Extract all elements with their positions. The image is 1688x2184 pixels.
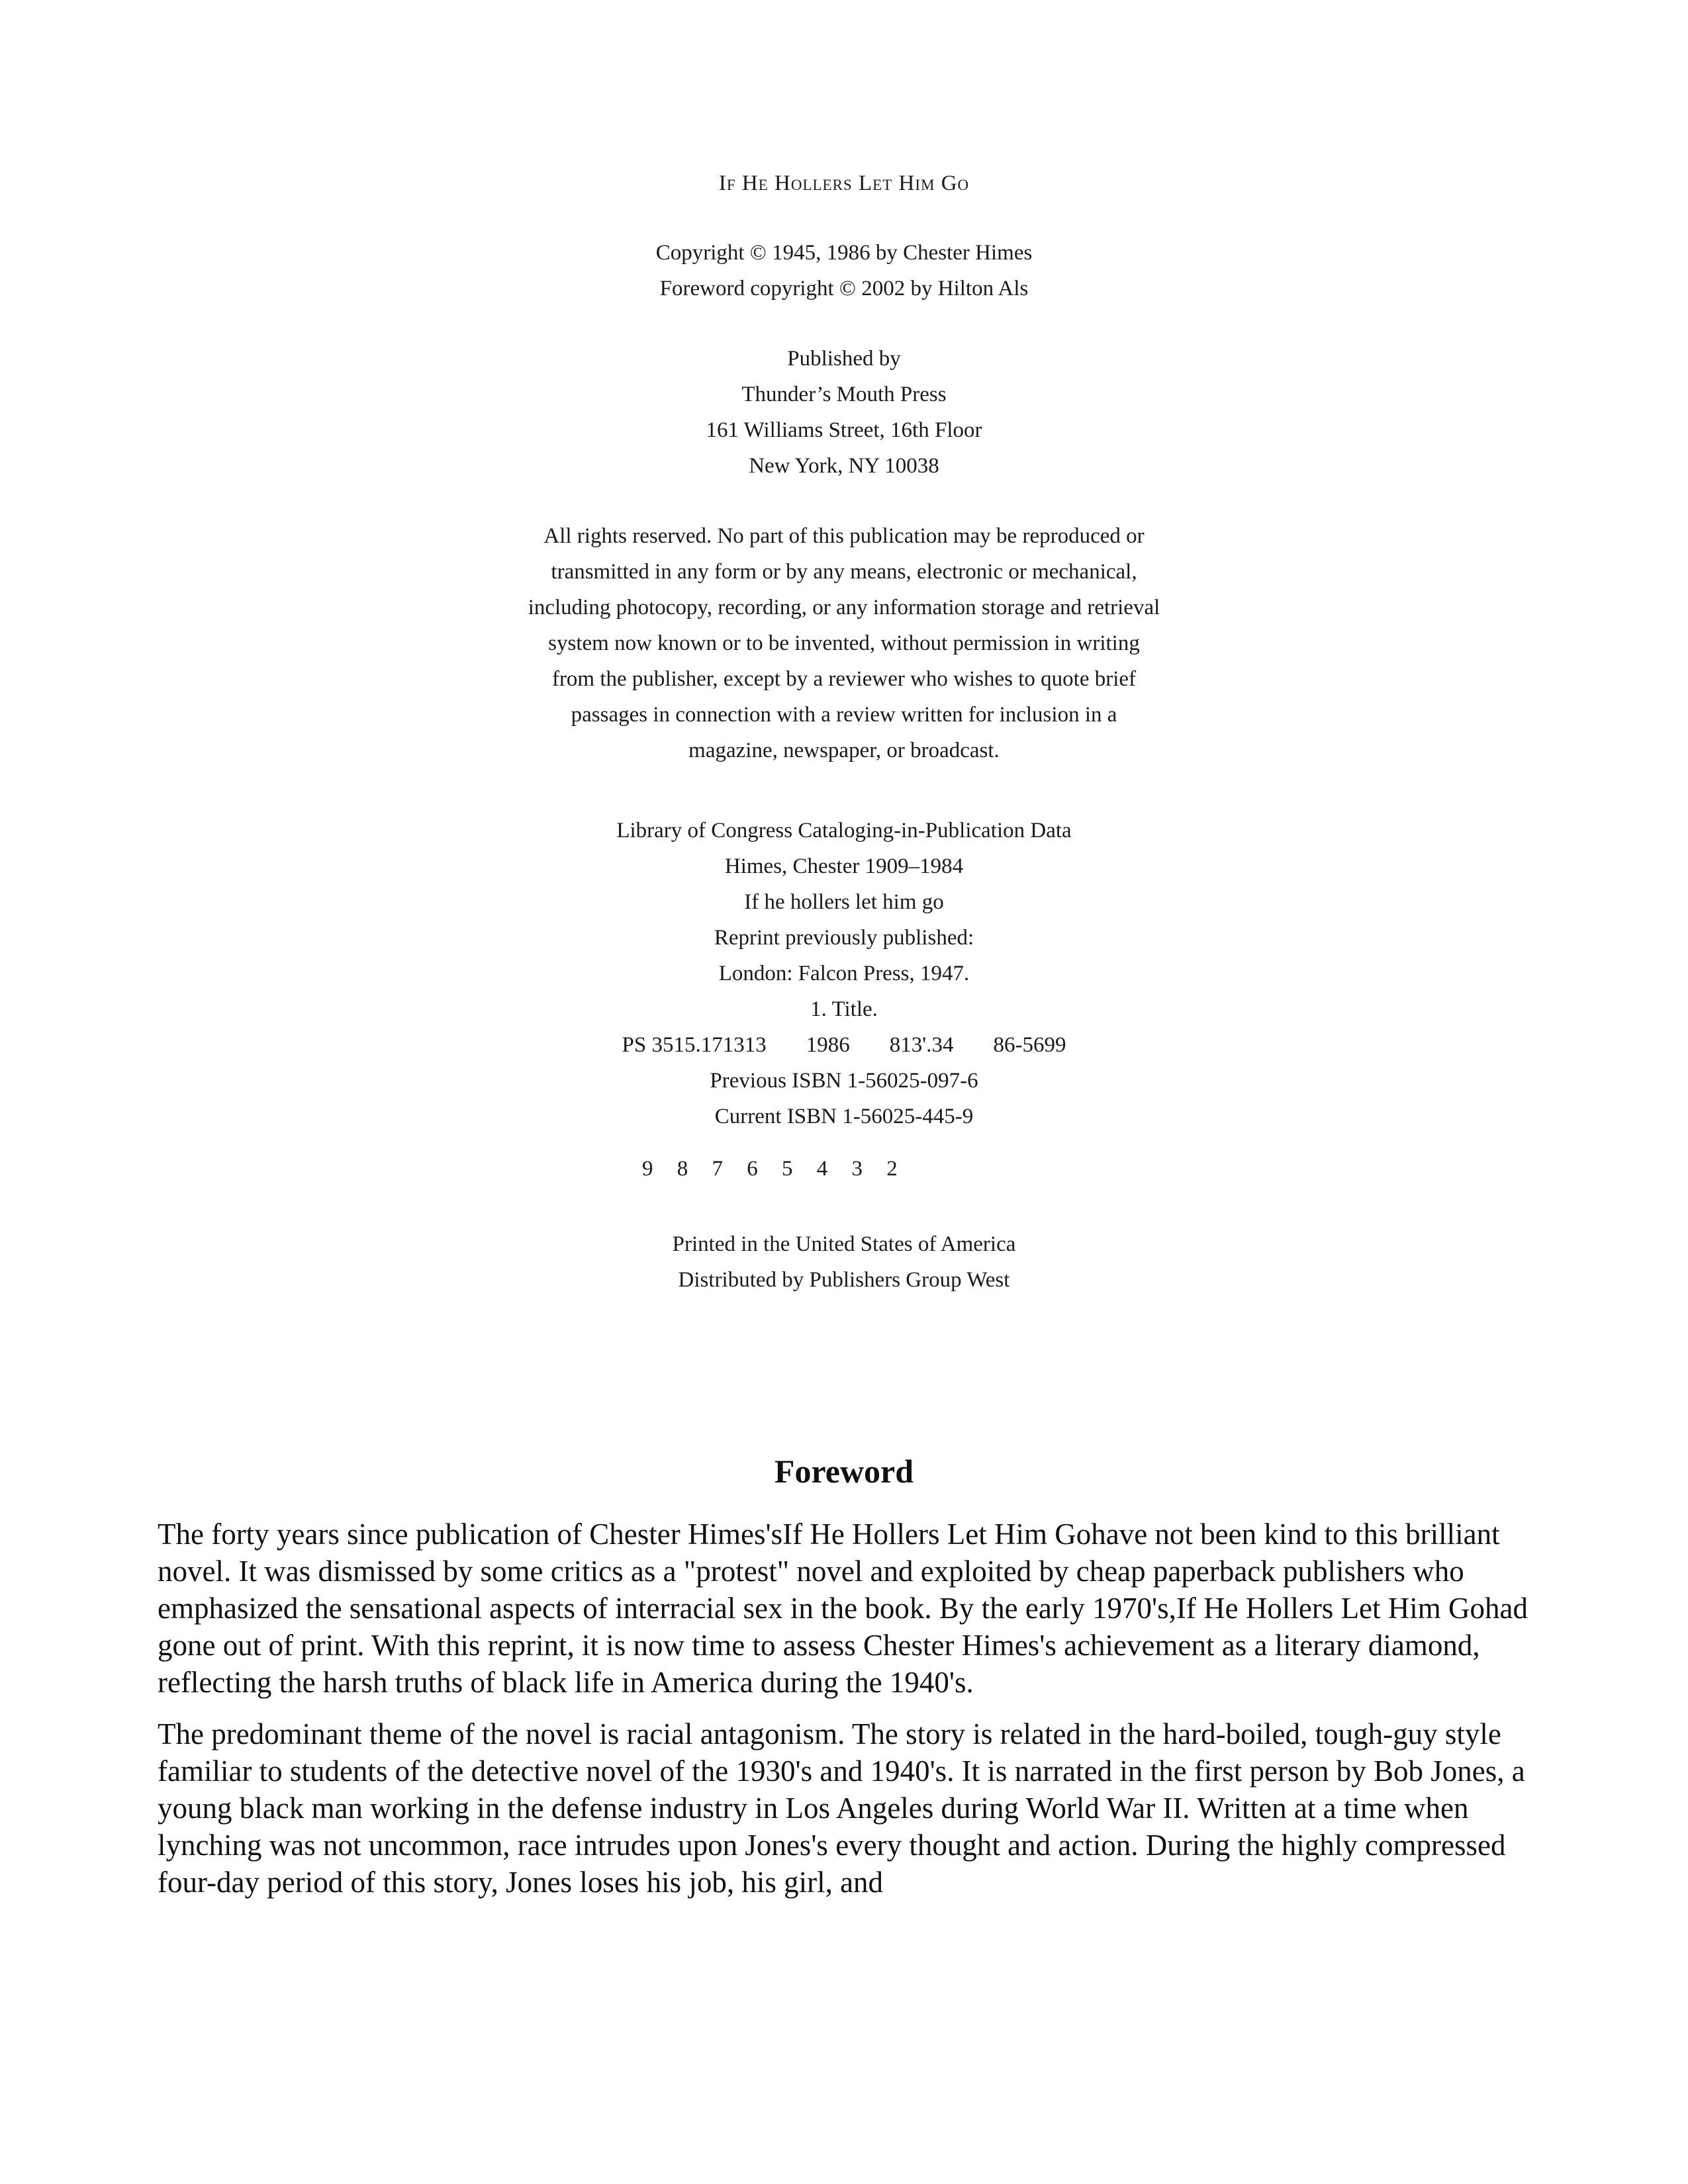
cip-line: If he hollers let him go xyxy=(744,890,944,914)
cip-line: Reprint previously published: xyxy=(714,926,974,950)
copyright-line: Copyright © 1945, 1986 by Chester Himes xyxy=(655,241,1033,265)
printed-in-block xyxy=(0,1226,1688,1298)
rights-line: magazine, newspaper, or broadcast. xyxy=(688,739,1000,762)
publisher-line: New York, NY 10038 xyxy=(749,454,939,478)
foreword-heading: Foreword xyxy=(774,1453,914,1490)
rights-line: from the publisher, except by a reviewer who wishes to quote brief xyxy=(551,667,1137,691)
rights-line: transmitted in any form or by any means, electronic or mechanical, xyxy=(551,560,1137,584)
isbn-line: Current ISBN 1-56025-445-9 xyxy=(714,1105,974,1128)
classification-year: 1986 xyxy=(806,1033,850,1057)
book-title-block xyxy=(0,165,1688,201)
call-number: PS 3515.171313 xyxy=(622,1033,767,1057)
dewey-number: 813'.34 xyxy=(889,1033,954,1057)
rights-line: system now known or to be invented, without permission in writing xyxy=(548,631,1140,655)
publisher-line: 161 Williams Street, 16th Floor xyxy=(706,418,982,442)
copyright-line: Foreword copyright © 2002 by Hilton Als xyxy=(659,277,1029,300)
cip-data-block xyxy=(0,813,1688,1134)
cip-line: 1. Title. xyxy=(810,997,878,1021)
distributed-line: Distributed by Publishers Group West xyxy=(678,1268,1010,1292)
foreword-paragraph: The forty years since publication of Chester Himes'sIf He Hollers Let Him Gohave not been kind to this brilliant novel. It was dismissed by some critics as a "protest" novel and exploited by cheap paperback publishers who emphasized the sensational aspects of interracial sex in the book. By the early 1970's,If He Hollers Let Him Gohad gone out of print. With this reprint, it is now time to assess Chester Himes's achievement as a literary diamond, reflecting the harsh truths of black life in America during the 1940's. xyxy=(158,1518,1528,1699)
rights-reserved-block xyxy=(0,518,1688,768)
cip-line: Himes, Chester 1909–1984 xyxy=(724,854,964,878)
rights-line: passages in connection with a review written for inclusion in a xyxy=(571,703,1117,727)
rights-line: including photocopy, recording, or any information storage and retrieval xyxy=(528,596,1160,619)
cip-line: Library of Congress Cataloging-in-Publication Data xyxy=(616,819,1072,842)
lccn: 86-5699 xyxy=(993,1033,1066,1057)
publisher-line: Published by xyxy=(787,347,901,371)
foreword-body xyxy=(158,1516,1534,1915)
printing-number-line: 9 8 7 6 5 4 3 2 xyxy=(642,1157,898,1181)
printed-line: Printed in the United States of America xyxy=(672,1232,1016,1256)
foreword-paragraph: The predominant theme of the novel is racial antagonism. The story is related in the hard-boiled, tough-guy style familiar to students of the detective novel of the 1930's and 1940's. It is narrated in the first person by Bob Jones, a young black man working in the defense industry in Los Angeles during World War II. Written at a time when lynching was not uncommon, race intrudes upon Jones's every thought and action. During the highly compressed four-day period of this story, Jones loses his job, his girl, and xyxy=(158,1717,1525,1899)
classification-row xyxy=(0,1027,1688,1063)
cip-line: London: Falcon Press, 1947. xyxy=(718,962,970,985)
book-title: If He Hollers Let Him Go xyxy=(718,171,970,195)
isbn-line: Previous ISBN 1-56025-097-6 xyxy=(710,1069,978,1093)
publisher-block xyxy=(0,341,1688,484)
publisher-line: Thunder’s Mouth Press xyxy=(741,383,947,406)
copyright-notice xyxy=(0,235,1688,306)
rights-line: All rights reserved. No part of this publication may be reproduced or xyxy=(543,524,1145,548)
